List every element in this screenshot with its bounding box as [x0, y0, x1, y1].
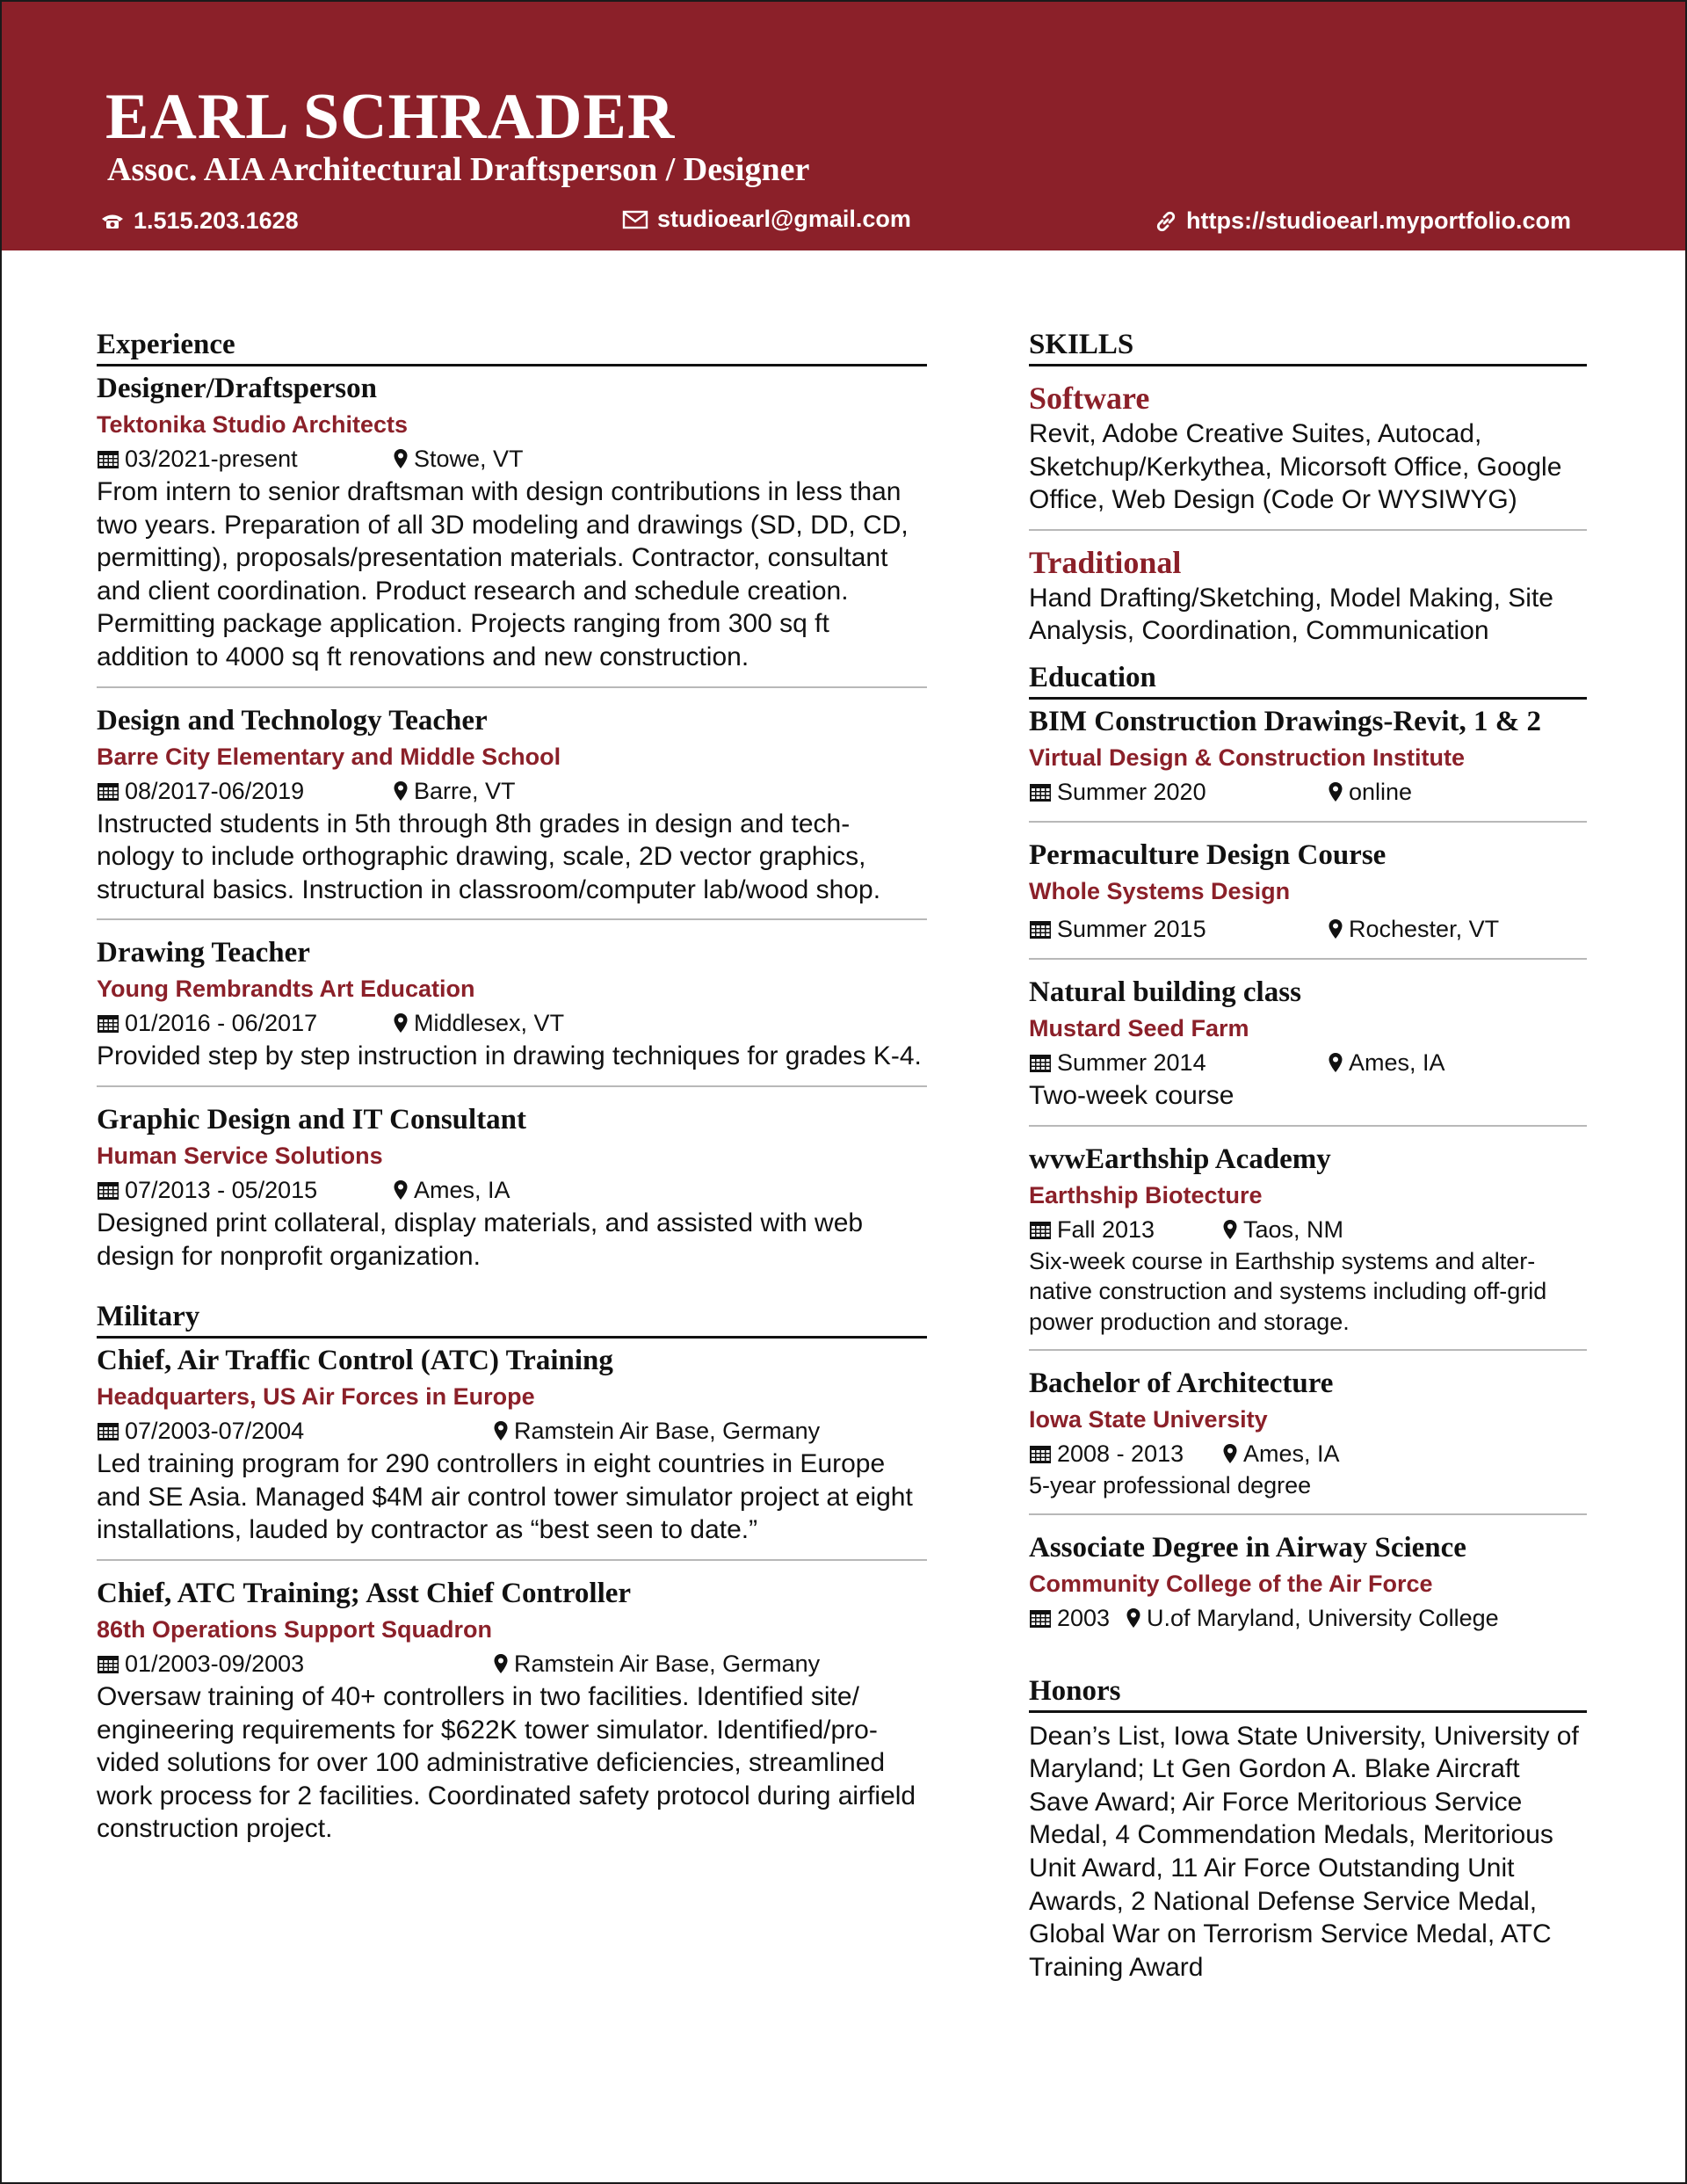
map-pin-icon — [393, 448, 409, 469]
entry-date: Summer 2014 — [1057, 1048, 1206, 1076]
calendar-icon — [1029, 1052, 1052, 1073]
calendar-icon — [1029, 1443, 1052, 1464]
military-unit: 86th Operations Support Squadron — [97, 1615, 493, 1643]
entry-location: Ramstein Air Base, Germany — [514, 1650, 821, 1677]
skill-list: Revit, Adobe Creative Suites, Autocad, Sketchup/Kerkythea, Micorsoft Office, Google Office, Web Design (Code Or WYSIWYG) — [1029, 419, 1562, 515]
map-pin-icon — [1328, 918, 1343, 940]
map-pin-icon — [1126, 1607, 1141, 1629]
entry-date: 03/2021-present — [125, 446, 298, 472]
military-title: Chief, Air Traffic Control (ATC) Training — [97, 1345, 613, 1377]
entry-location: Middlesex, VT — [414, 1010, 565, 1037]
map-pin-icon — [1222, 1219, 1238, 1240]
entry-location: Ames, IA — [1243, 1440, 1340, 1468]
entry-meta — [97, 774, 927, 808]
course-title: Natural building class — [1029, 976, 1301, 1008]
entry-date: 2008 - 2013 — [1057, 1440, 1184, 1468]
entry-date: 07/2003-07/2004 — [125, 1418, 305, 1445]
map-pin-icon — [1328, 781, 1343, 802]
education-entry — [1029, 703, 1587, 823]
education-entry — [1029, 837, 1587, 960]
map-pin-icon — [493, 1420, 509, 1441]
institution: Community College of the Air Force — [1029, 1570, 1433, 1597]
experience-entry — [97, 1101, 927, 1285]
entry-meta — [1029, 775, 1587, 809]
employer: Human Service Solutions — [97, 1142, 383, 1169]
course-title: Bachelor of Architecture — [1029, 1368, 1334, 1400]
contact-email[interactable] — [622, 207, 911, 231]
candidate-name: EARL SCHRADER — [105, 81, 676, 153]
calendar-icon — [1029, 1607, 1052, 1629]
entry-description: Provided step by step instruction in drawing techniques for grades K-4. — [97, 1041, 922, 1071]
skill-software — [1029, 379, 1587, 531]
education-entry — [1029, 1141, 1587, 1352]
course-title: BIM Construction Drawings-Revit, 1 & 2 — [1029, 705, 1541, 737]
map-pin-icon — [1222, 1443, 1238, 1464]
entry-date: 07/2013 - 05/2015 — [125, 1176, 318, 1203]
entry-date: 2003 — [1057, 1604, 1111, 1631]
employer: Tektonika Studio Architects — [97, 411, 409, 438]
map-pin-icon — [493, 1653, 509, 1674]
entry-meta — [97, 1006, 927, 1040]
course-title: Associate Degree in Airway Science — [1029, 1531, 1466, 1564]
map-pin-icon — [393, 780, 409, 802]
institution: Whole Systems Design — [1029, 877, 1291, 904]
military-unit: Headquarters, US Air Forces in Europe — [97, 1383, 535, 1411]
institution: Mustard Seed Farm — [1029, 1014, 1249, 1041]
contact-website[interactable] — [1155, 209, 1571, 233]
entry-date: Fall 2013 — [1057, 1215, 1155, 1243]
entry-description: From intern to senior draftsman with design contributions in less than two years. Preparation of all 3D modeling and drawings (SD, DD, CD, permitting), proposals/presentation materials. Contractor, consultant and client coordination. Product research and schedule creation. Permitting package application. Projects ranging from 300 sq ft addition to 4000 sq ft renovations and new construction. — [97, 477, 909, 671]
job-title: Drawing Teacher — [97, 937, 310, 969]
honors-text: Dean’s List, Iowa State University, University of Maryland; Lt Gen Gordon A. Blake Aircraft Save Award; Air Force Meritorious Service Medal, 4 Commendation Medals, Meritorious Unit Award, 11 Air Force Outstanding Unit Awards, 2 National Defense Service Medal, Global War on Terrorism Service Medal, ATC Training Award — [1029, 1721, 1579, 1982]
entry-location: Ramstein Air Base, Germany — [514, 1418, 821, 1445]
entry-location: U.of Maryland, University College — [1147, 1604, 1499, 1631]
job-title: Designer/Draftsperson — [97, 373, 377, 404]
entry-description: 5-year professional degree — [1029, 1472, 1312, 1499]
skill-traditional — [1029, 543, 1587, 655]
experience-entry — [97, 702, 927, 921]
entry-description: Oversaw training of 40+ controllers in two facilities. Identified site/ engineering requirements for $622K tower simulator. Identified/pro-vided solutions for over 100 administrative deficiencies, streamlined work process for 2 facilities. Coordinated safety protocol during airfield construction project. — [97, 1681, 916, 1844]
right-column — [1029, 327, 1587, 1984]
calendar-icon — [1029, 918, 1052, 940]
entry-location: Ames, IA — [414, 1176, 510, 1203]
left-column — [97, 327, 927, 1872]
entry-description: Two-week course — [1029, 1080, 1234, 1110]
calendar-icon — [1029, 1219, 1052, 1240]
education-entry — [1029, 1365, 1587, 1515]
entry-location: Barre, VT — [414, 777, 516, 804]
education-heading: Education — [1029, 660, 1587, 700]
entry-location: Rochester, VT — [1349, 915, 1500, 942]
calendar-icon — [97, 1420, 119, 1441]
entry-location: Stowe, VT — [414, 446, 524, 472]
link-icon — [1155, 210, 1177, 233]
entry-meta — [1029, 1601, 1587, 1635]
resume-header — [0, 0, 1687, 250]
contact-website-text: https://studioearl.myportfolio.com — [1186, 207, 1572, 234]
entry-description: Led training program for 290 controllers in eight countries in Europe and SE Asia. Managed $4M air control tower simulator project at eight installations, lauded by contractor as “best seen to date.” — [97, 1449, 913, 1545]
entry-description: Designed print collateral, display materials, and assisted with web design for nonprofit organization. — [97, 1208, 864, 1271]
map-pin-icon — [393, 1179, 409, 1201]
skill-category-title: Software — [1029, 381, 1150, 416]
institution: Iowa State University — [1029, 1406, 1268, 1433]
experience-entry — [97, 370, 927, 688]
institution: Virtual Design & Construction Institute — [1029, 744, 1466, 771]
experience-heading: Experience — [97, 327, 927, 366]
entry-meta — [1029, 1046, 1587, 1079]
entry-meta — [1029, 1437, 1587, 1470]
skill-category-title: Traditional — [1029, 544, 1182, 580]
phone-icon — [100, 213, 125, 230]
contact-phone[interactable] — [100, 209, 299, 233]
entry-date: 01/2016 - 06/2017 — [125, 1010, 318, 1037]
candidate-tagline: Assoc. AIA Architectural Draftsperson / Designer — [107, 151, 810, 188]
entry-location: Ames, IA — [1349, 1048, 1445, 1076]
calendar-icon — [97, 448, 119, 469]
job-title: Graphic Design and IT Consultant — [97, 1103, 527, 1136]
entry-meta — [97, 1414, 927, 1448]
contact-email-text: studioearl@gmail.com — [657, 206, 911, 232]
experience-entry — [97, 934, 927, 1087]
entry-description: Six-week course in Earthship systems and alter-native construction and systems including off-grid power production and storage. — [1029, 1247, 1547, 1335]
entry-meta — [1029, 912, 1587, 946]
employer: Barre City Elementary and Middle School — [97, 743, 561, 770]
course-title: wvwEarthship Academy — [1029, 1143, 1331, 1175]
job-title: Design and Technology Teacher — [97, 704, 488, 736]
calendar-icon — [97, 1653, 119, 1674]
calendar-icon — [1029, 781, 1052, 802]
calendar-icon — [97, 780, 119, 802]
honors-heading: Honors — [1029, 1673, 1587, 1713]
education-entry — [1029, 974, 1587, 1127]
entry-meta — [97, 1647, 927, 1680]
entry-date: Summer 2020 — [1057, 778, 1206, 805]
course-title: Permaculture Design Course — [1029, 838, 1387, 871]
entry-location: online — [1349, 778, 1413, 805]
military-entry — [97, 1575, 927, 1858]
military-heading: Military — [97, 1299, 927, 1339]
entry-meta — [97, 1173, 927, 1207]
calendar-icon — [97, 1012, 119, 1034]
entry-location: Taos, NM — [1243, 1215, 1344, 1243]
entry-description: Instructed students in 5th through 8th grades in design and tech-nology to include orthographic drawing, scale, 2D vector graphics, structural basics. Instruction in classroom/computer lab/wood shop. — [97, 809, 881, 904]
envelope-icon — [622, 210, 648, 229]
military-title: Chief, ATC Training; Asst Chief Controller — [97, 1577, 632, 1609]
education-entry — [1029, 1529, 1587, 1647]
map-pin-icon — [1328, 1052, 1343, 1073]
map-pin-icon — [393, 1012, 409, 1034]
military-entry — [97, 1342, 927, 1561]
employer: Young Rembrandts Art Education — [97, 976, 475, 1003]
calendar-icon — [97, 1179, 119, 1201]
entry-meta — [1029, 1213, 1587, 1246]
institution: Earthship Biotecture — [1029, 1181, 1263, 1208]
entry-date: 01/2003-09/2003 — [125, 1650, 305, 1677]
contact-phone-text: 1.515.203.1628 — [134, 207, 299, 234]
skill-list: Hand Drafting/Sketching, Model Making, Site Analysis, Coordination, Communication — [1029, 583, 1553, 646]
entry-date: Summer 2015 — [1057, 915, 1206, 942]
skills-heading: SKILLS — [1029, 327, 1587, 366]
entry-date: 08/2017-06/2019 — [125, 777, 305, 804]
entry-meta — [97, 442, 927, 475]
